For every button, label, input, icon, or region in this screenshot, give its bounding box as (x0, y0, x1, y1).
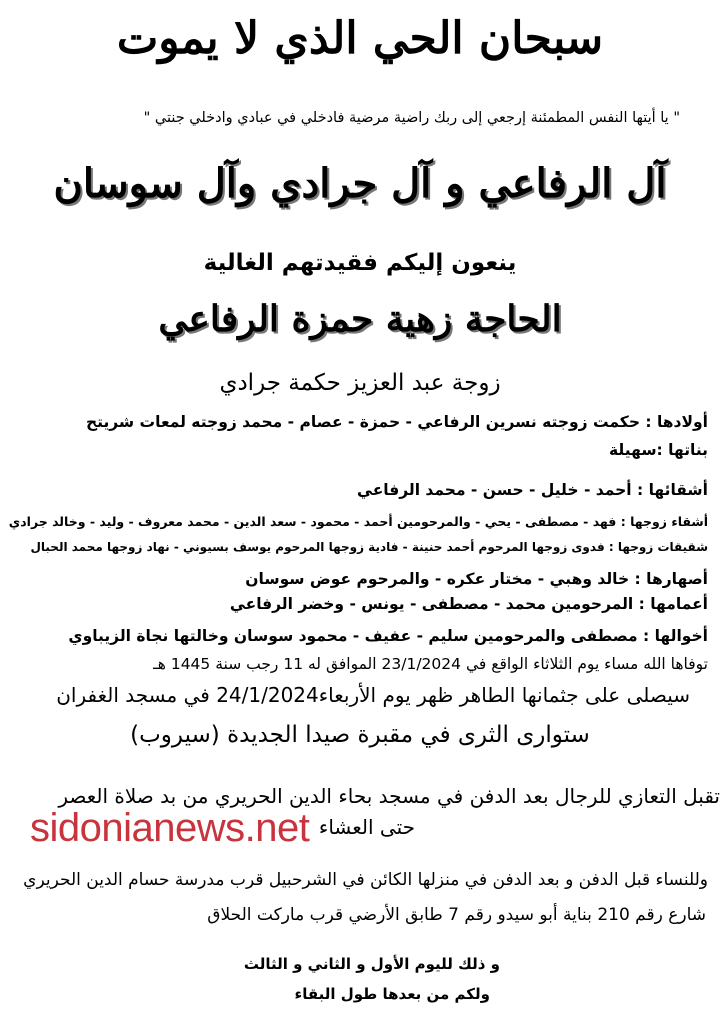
wife-of-line: زوجة عبد العزيز حكمة جرادي (219, 370, 501, 396)
condolence-days: و ذلك لليوم الأول و الثاني و الثالث (243, 955, 500, 973)
burial-line: ستوارى الثرى في مقبرة صيدا الجديدة (سيروب) (130, 722, 590, 748)
funeral-prayer: سيصلى على جثمانها الطاهر ظهر يوم الأربعاء24/1/2024 في مسجد الغفران (56, 683, 690, 707)
families-title: آل الرفاعي و آل جرادي وآل سوسان (53, 160, 667, 207)
sons-line: أولادها : حكمت زوجته نسرين الرفاعي - حمزة - عصام - محمد زوجته لمعات شريتح (85, 413, 708, 431)
calligraphy-heading: سبحان الحي الذي لا يموت (116, 13, 604, 64)
husband-brothers-line: أشقاء زوجها : فهد - مصطفى - يحي - والمرحومين أحمد - محمود - سعد الدين - محمد معروف - وليد - وخالد جرادي (8, 514, 708, 529)
brothers-line: أشقائها : أحمد - خليل - حسن - محمد الرفاعي (357, 481, 708, 499)
condolences-men-time: حتى العشاء (318, 815, 415, 839)
deceased-name: الحاجة زهية حمزة الرفاعي (158, 298, 562, 340)
maternal-relatives-line: أخوالها : مصطفى والمرحومين سليم - عفيف - محمود سوسان وخالتها نجاة الزيباوي (68, 627, 708, 645)
address-line: شارع رقم 210 بناية أبو سيدو رقم 7 طابق الأرضي قرب ماركت الحلاق (207, 905, 706, 925)
condolences-women: وللنساء قبل الدفن و بعد الدفن في منزلها الكائن في الشرحبيل قرب مدرسة حسام الدين الحريري (23, 870, 708, 890)
condolences-men: تقبل التعازي للرجال بعد الدفن في مسجد بحاء الدين الحريري من بد صلاة العصر (58, 784, 720, 808)
death-notice: توفاها الله مساء يوم الثلاثاء الواقع في 23/1/2024 الموافق له 11 رجب سنة 1445 هـ (153, 655, 708, 673)
daughters-line: بناتها :سهيلة (609, 441, 708, 459)
closing-line: ولكم من بعدها طول البقاء (294, 985, 490, 1003)
in-laws-line: أصهارها : خالد وهبي - مختار عكره - والمرحوم عوض سوسان (245, 570, 708, 588)
uncles-line: أعمامها : المرحومين محمد - مصطفى - يونس - وخضر الرفاعي (229, 595, 708, 613)
mourn-line: ينعون إليكم فقيدتهم الغالية (203, 250, 517, 276)
quran-verse: " يا أيتها النفس المطمئنة إرجعي إلى ربك راضية مرضية فادخلي في عبادي وادخلي جنتي " (143, 110, 680, 126)
site-watermark: sidonianews.net (30, 806, 310, 850)
husband-sisters-line: شقيقات زوجها : فدوى زوجها المرحوم أحمد حنينة - فادية زوجها المرحوم يوسف بسيوني - نهاد زوجها محمد الحبال (30, 540, 708, 554)
